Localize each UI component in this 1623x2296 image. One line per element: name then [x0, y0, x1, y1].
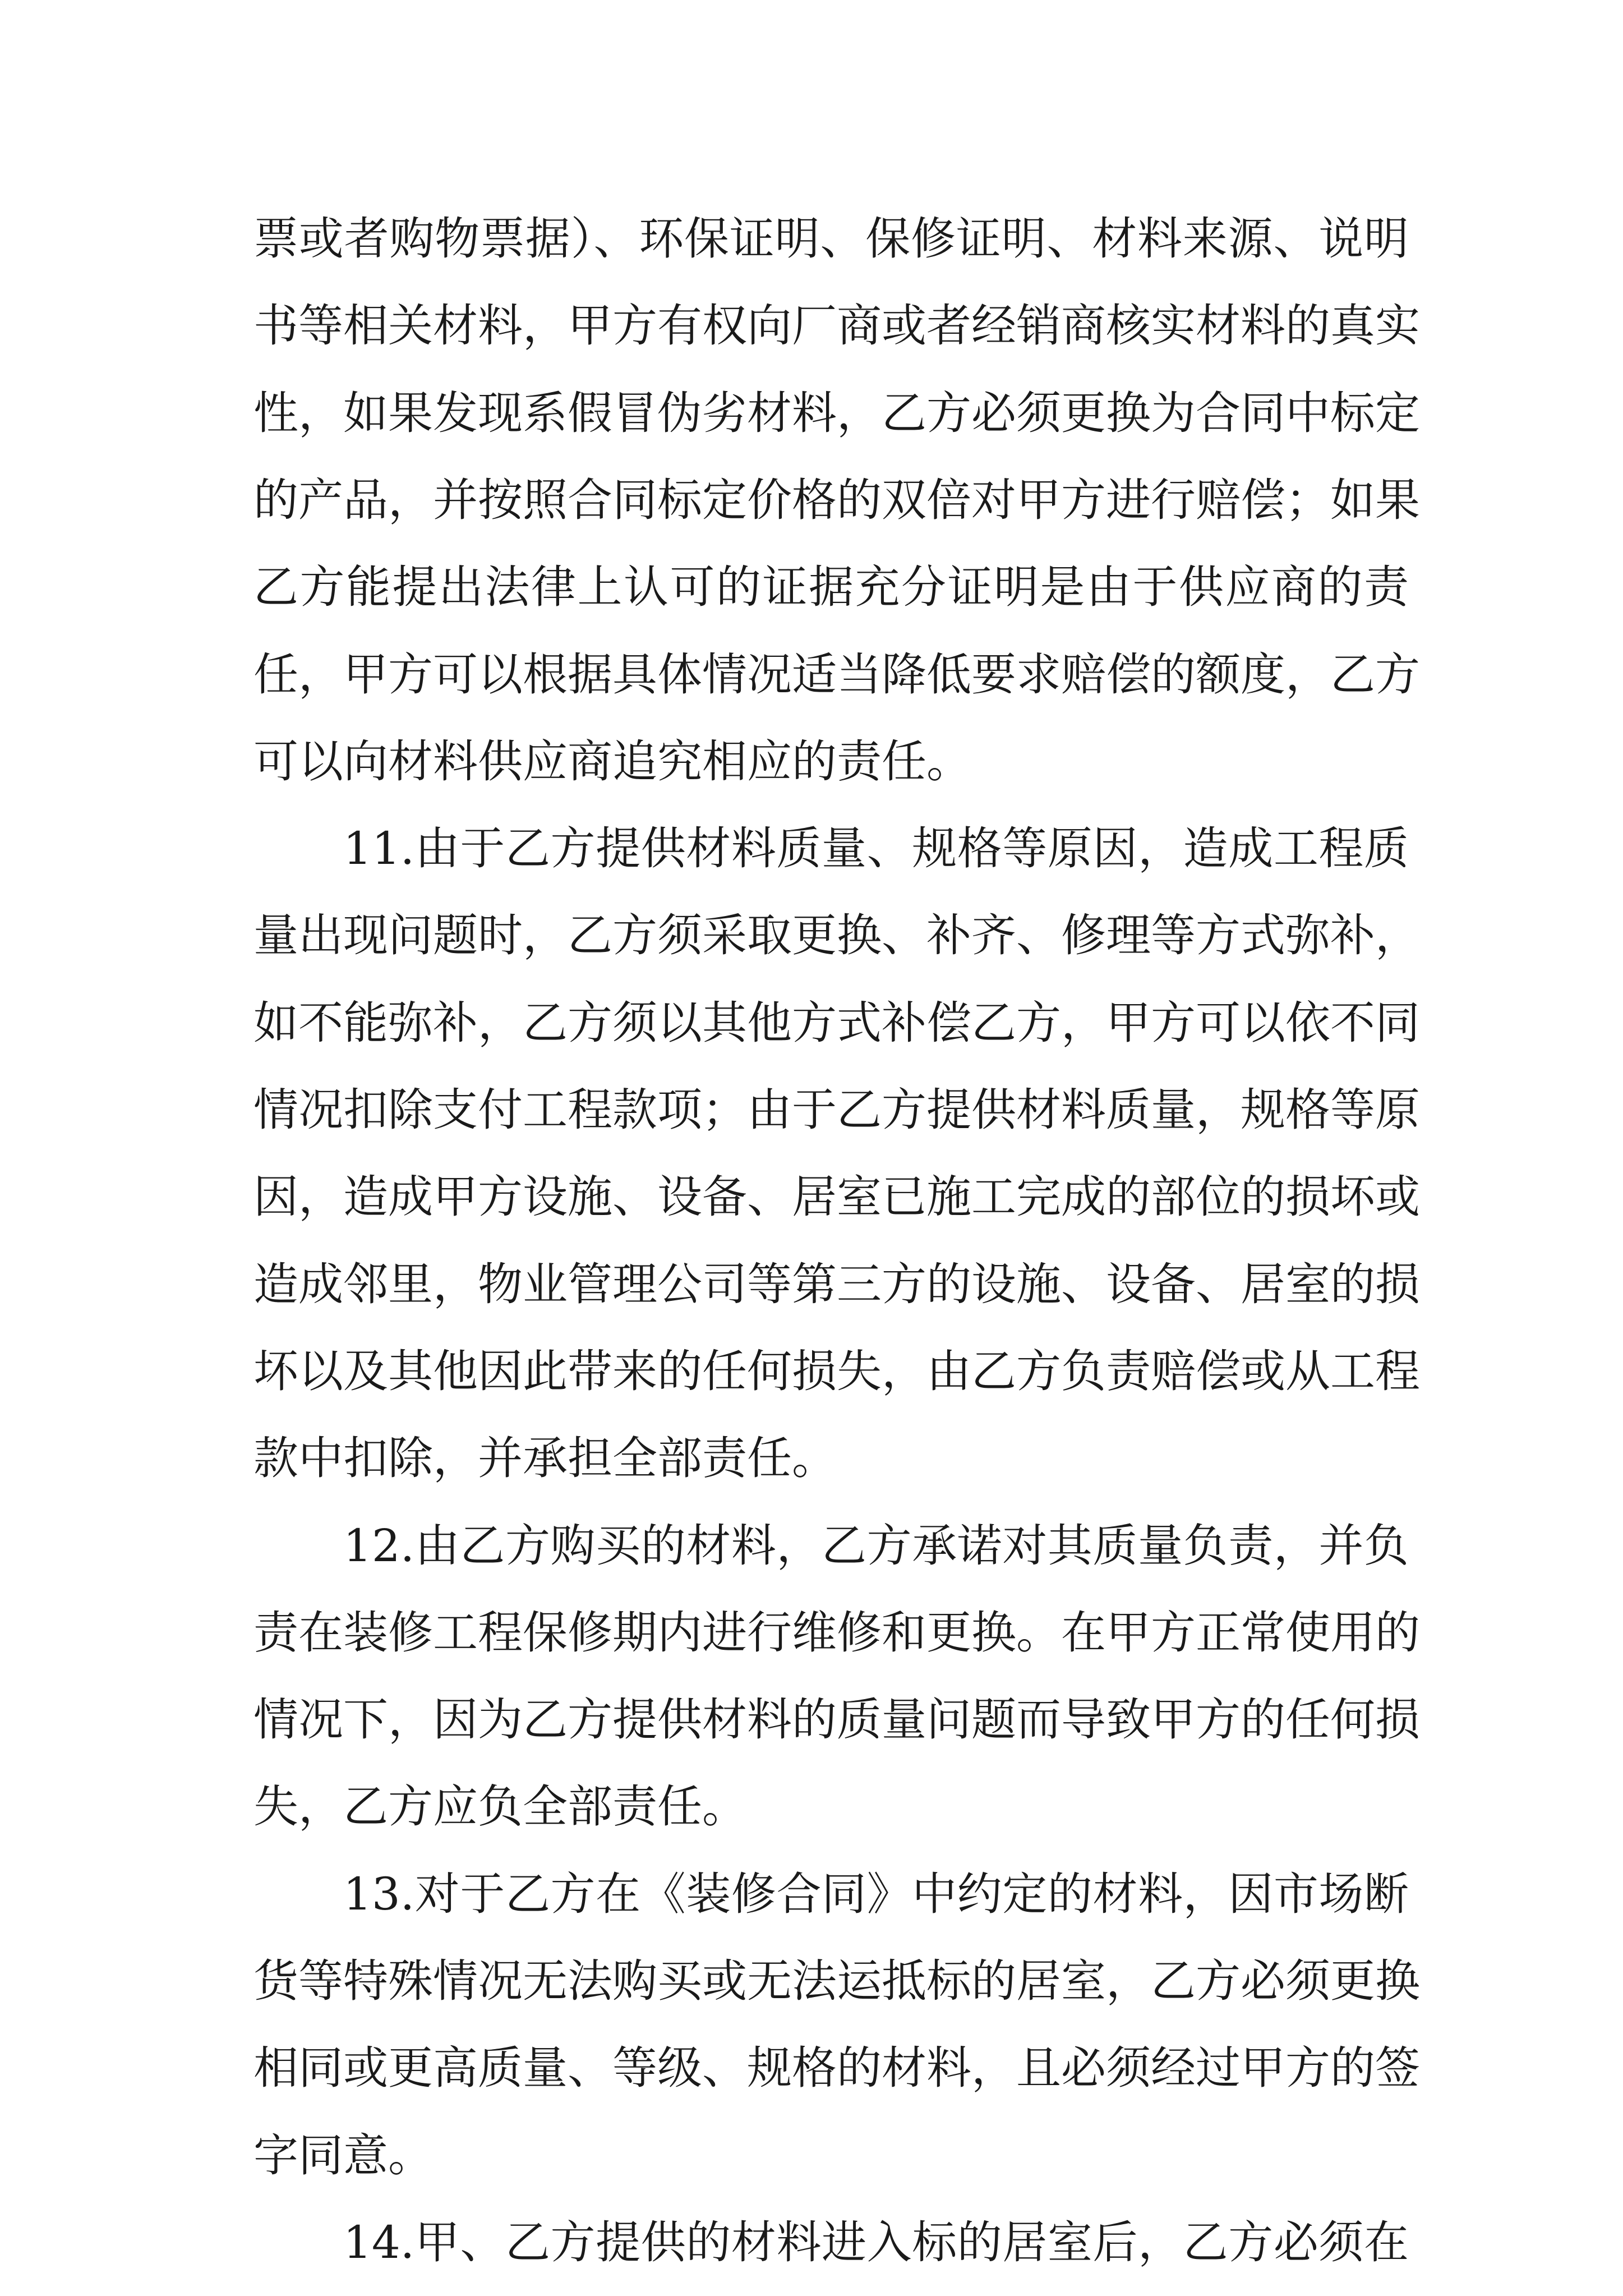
paragraph-line: 13.对于乙方在《装修合同》中约定的材料，因市场断	[343, 1868, 1409, 1920]
paragraph-line: 造成邻里，物业管理公司等第三方的设施、设备、居室的损	[253, 1258, 1420, 1310]
paragraph-line: 票或者购物票据）、环保证明、保修证明、材料来源、说明	[253, 213, 1409, 265]
paragraph-line: 责在装修工程保修期内进行维修和更换。在甲方正常使用的	[253, 1607, 1420, 1659]
paragraph-line: 因，造成甲方设施、设备、居室已施工完成的部位的损坏或	[253, 1171, 1420, 1223]
paragraph-line: 14.甲、乙方提供的材料进入标的居室后，乙方必须在	[343, 2216, 1409, 2269]
paragraph-line: 性，如果发现系假冒伪劣材料，乙方必须更换为合同中标定	[253, 387, 1420, 439]
paragraph-line: 相同或更高质量、等级、规格的材料，且必须经过甲方的签	[253, 2042, 1420, 2094]
paragraph-line: 情况扣除支付工程款项；由于乙方提供材料质量，规格等原	[253, 1084, 1420, 1136]
paragraph-line: 款中扣除，并承担全部责任。	[253, 1432, 837, 1484]
paragraph-line: 12.由乙方购买的材料，乙方承诺对其质量负责，并负	[343, 1520, 1409, 1572]
paragraph-line: 失，乙方应负全部责任。	[253, 1780, 747, 1833]
paragraph-line: 乙方能提出法律上认可的证据充分证明是由于供应商的责	[253, 561, 1409, 613]
paragraph-line: 11.由于乙方提供材料质量、规格等原因，造成工程质	[343, 822, 1409, 875]
paragraph-line: 字同意。	[253, 2129, 433, 2182]
paragraph-line: 的产品，并按照合同标定价格的双倍对甲方进行赔偿；如果	[253, 474, 1420, 526]
paragraph-line: 书等相关材料，甲方有权向厂商或者经销商核实材料的真实	[253, 300, 1420, 352]
paragraph-line: 如不能弥补，乙方须以其他方式补偿乙方，甲方可以依不同	[253, 997, 1420, 1049]
paragraph-line: 坏以及其他因此带来的任何损失，由乙方负责赔偿或从工程	[253, 1345, 1420, 1397]
paragraph-line: 量出现问题时，乙方须采取更换、补齐、修理等方式弥补，	[253, 909, 1420, 961]
paragraph-line: 货等特殊情况无法购买或无法运抵标的居室，乙方必须更换	[253, 1955, 1420, 2007]
paragraph-line: 可以向材料供应商追究相应的责任。	[253, 735, 971, 788]
paragraph-line: 任，甲方可以根据具体情况适当降低要求赔偿的额度，乙方	[253, 648, 1420, 701]
paragraph-line: 情况下，因为乙方提供材料的质量问题而导致甲方的任何损	[253, 1694, 1420, 1746]
